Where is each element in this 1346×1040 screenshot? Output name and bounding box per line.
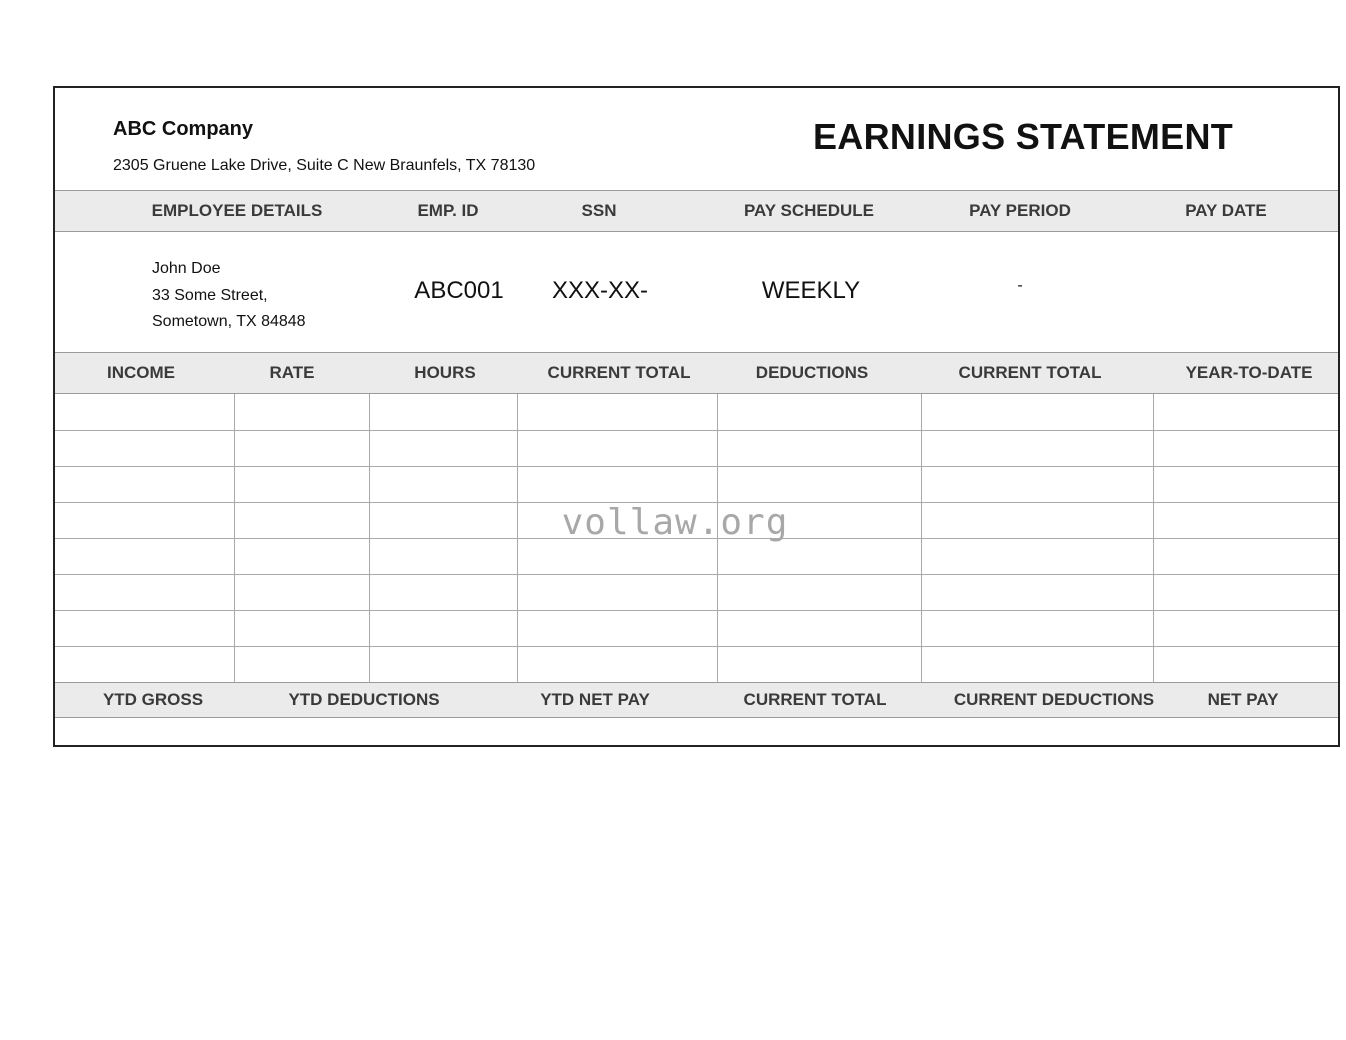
table-cell[interactable] bbox=[921, 466, 1153, 502]
earnings-statement bbox=[53, 86, 1340, 747]
table-row bbox=[55, 574, 1338, 610]
header-deductions-current-total: CURRENT TOTAL bbox=[958, 363, 1102, 382]
employee-header-row bbox=[55, 190, 1338, 232]
table-cell[interactable] bbox=[55, 466, 234, 502]
table-cell[interactable] bbox=[369, 430, 517, 466]
table-cell[interactable] bbox=[369, 610, 517, 646]
table-cell[interactable] bbox=[234, 538, 369, 574]
table-cell[interactable] bbox=[55, 502, 234, 538]
table-cell[interactable] bbox=[55, 610, 234, 646]
table-cell[interactable] bbox=[1153, 610, 1338, 646]
table-cell[interactable] bbox=[369, 466, 517, 502]
header-rate: RATE bbox=[269, 363, 315, 382]
table-cell[interactable] bbox=[921, 574, 1153, 610]
table-cell[interactable] bbox=[55, 430, 234, 466]
header-ytd-deductions: YTD DEDUCTIONS bbox=[288, 690, 440, 709]
table-cell[interactable] bbox=[1153, 538, 1338, 574]
header-pay-period: PAY PERIOD bbox=[969, 201, 1071, 220]
table-cell[interactable] bbox=[1153, 466, 1338, 502]
table-cell[interactable] bbox=[517, 574, 717, 610]
table-cell[interactable] bbox=[1153, 430, 1338, 466]
table-cell[interactable] bbox=[369, 574, 517, 610]
table-cell[interactable] bbox=[517, 538, 717, 574]
table-cell[interactable] bbox=[55, 394, 234, 430]
company-name: ABC Company bbox=[113, 118, 254, 140]
pay-period-value: - bbox=[1017, 277, 1023, 294]
employee-name: John Doe bbox=[152, 260, 221, 277]
table-cell[interactable] bbox=[921, 538, 1153, 574]
header-emp-id: EMP. ID bbox=[417, 201, 479, 220]
earnings-header-row bbox=[55, 352, 1338, 394]
table-row bbox=[55, 430, 1338, 466]
header-hours: HOURS bbox=[414, 363, 476, 382]
header-employee-details: EMPLOYEE DETAILS bbox=[151, 201, 323, 220]
table-cell[interactable] bbox=[517, 430, 717, 466]
table-cell[interactable] bbox=[55, 538, 234, 574]
table-row bbox=[55, 610, 1338, 646]
table-cell[interactable] bbox=[369, 394, 517, 430]
header-pay-date: PAY DATE bbox=[1185, 201, 1267, 220]
employee-city: Sometown, TX 84848 bbox=[152, 313, 306, 330]
table-row bbox=[55, 466, 1338, 502]
employee-details bbox=[152, 256, 306, 336]
header-ytd-gross: YTD GROSS bbox=[102, 690, 204, 709]
table-cell[interactable] bbox=[1153, 646, 1338, 682]
table-cell[interactable] bbox=[717, 466, 921, 502]
table-cell[interactable] bbox=[517, 394, 717, 430]
table-row bbox=[55, 394, 1338, 430]
header-ytd-net-pay: YTD NET PAY bbox=[540, 690, 650, 709]
table-cell[interactable] bbox=[921, 610, 1153, 646]
employee-id-value: ABC001 bbox=[414, 277, 504, 304]
table-cell[interactable] bbox=[55, 574, 234, 610]
table-row bbox=[55, 538, 1338, 574]
table-cell[interactable] bbox=[234, 610, 369, 646]
table-cell[interactable] bbox=[369, 502, 517, 538]
table-cell[interactable] bbox=[921, 430, 1153, 466]
header-ssn: SSN bbox=[581, 201, 617, 220]
document-title: EARNINGS STATEMENT bbox=[813, 116, 1234, 157]
table-cell[interactable] bbox=[921, 502, 1153, 538]
table-cell[interactable] bbox=[717, 574, 921, 610]
header-current-deductions: CURRENT DEDUCTIONS bbox=[953, 690, 1155, 709]
table-cell[interactable] bbox=[717, 610, 921, 646]
company-address: 2305 Gruene Lake Drive, Suite C New Braunfels, TX 78130 bbox=[113, 157, 536, 174]
table-cell[interactable] bbox=[517, 466, 717, 502]
table-cell[interactable] bbox=[55, 646, 234, 682]
watermark: vollaw.org bbox=[561, 502, 789, 543]
employee-street: 33 Some Street, bbox=[152, 286, 268, 304]
table-cell[interactable] bbox=[369, 538, 517, 574]
table-row bbox=[55, 646, 1338, 682]
table-cell[interactable] bbox=[717, 394, 921, 430]
table-cell[interactable] bbox=[921, 394, 1153, 430]
table-cell[interactable] bbox=[369, 646, 517, 682]
table-cell[interactable] bbox=[234, 394, 369, 430]
table-cell[interactable] bbox=[717, 430, 921, 466]
pay-schedule-value: WEEKLY bbox=[761, 277, 861, 304]
table-cell[interactable] bbox=[517, 610, 717, 646]
table-cell[interactable] bbox=[234, 502, 369, 538]
header-pay-schedule: PAY SCHEDULE bbox=[743, 201, 875, 220]
table-cell[interactable] bbox=[921, 646, 1153, 682]
table-cell[interactable] bbox=[717, 646, 921, 682]
table-cell[interactable] bbox=[234, 646, 369, 682]
header-net-pay: NET PAY bbox=[1207, 690, 1279, 709]
header-income: INCOME bbox=[107, 363, 175, 382]
header-deductions: DEDUCTIONS bbox=[755, 363, 869, 382]
table-cell[interactable] bbox=[1153, 574, 1338, 610]
table-cell[interactable] bbox=[234, 466, 369, 502]
table-cell[interactable] bbox=[1153, 502, 1338, 538]
table-cell[interactable] bbox=[717, 538, 921, 574]
summary-header-row bbox=[55, 682, 1338, 718]
table-cell[interactable] bbox=[234, 430, 369, 466]
table-cell[interactable] bbox=[517, 646, 717, 682]
header-year-to-date: YEAR-TO-DATE bbox=[1185, 363, 1313, 382]
header-summary-current-total: CURRENT TOTAL bbox=[743, 690, 887, 709]
table-cell[interactable] bbox=[1153, 394, 1338, 430]
table-cell[interactable] bbox=[234, 574, 369, 610]
header-current-total: CURRENT TOTAL bbox=[547, 363, 691, 382]
ssn-value: XXX-XX- bbox=[551, 277, 649, 304]
